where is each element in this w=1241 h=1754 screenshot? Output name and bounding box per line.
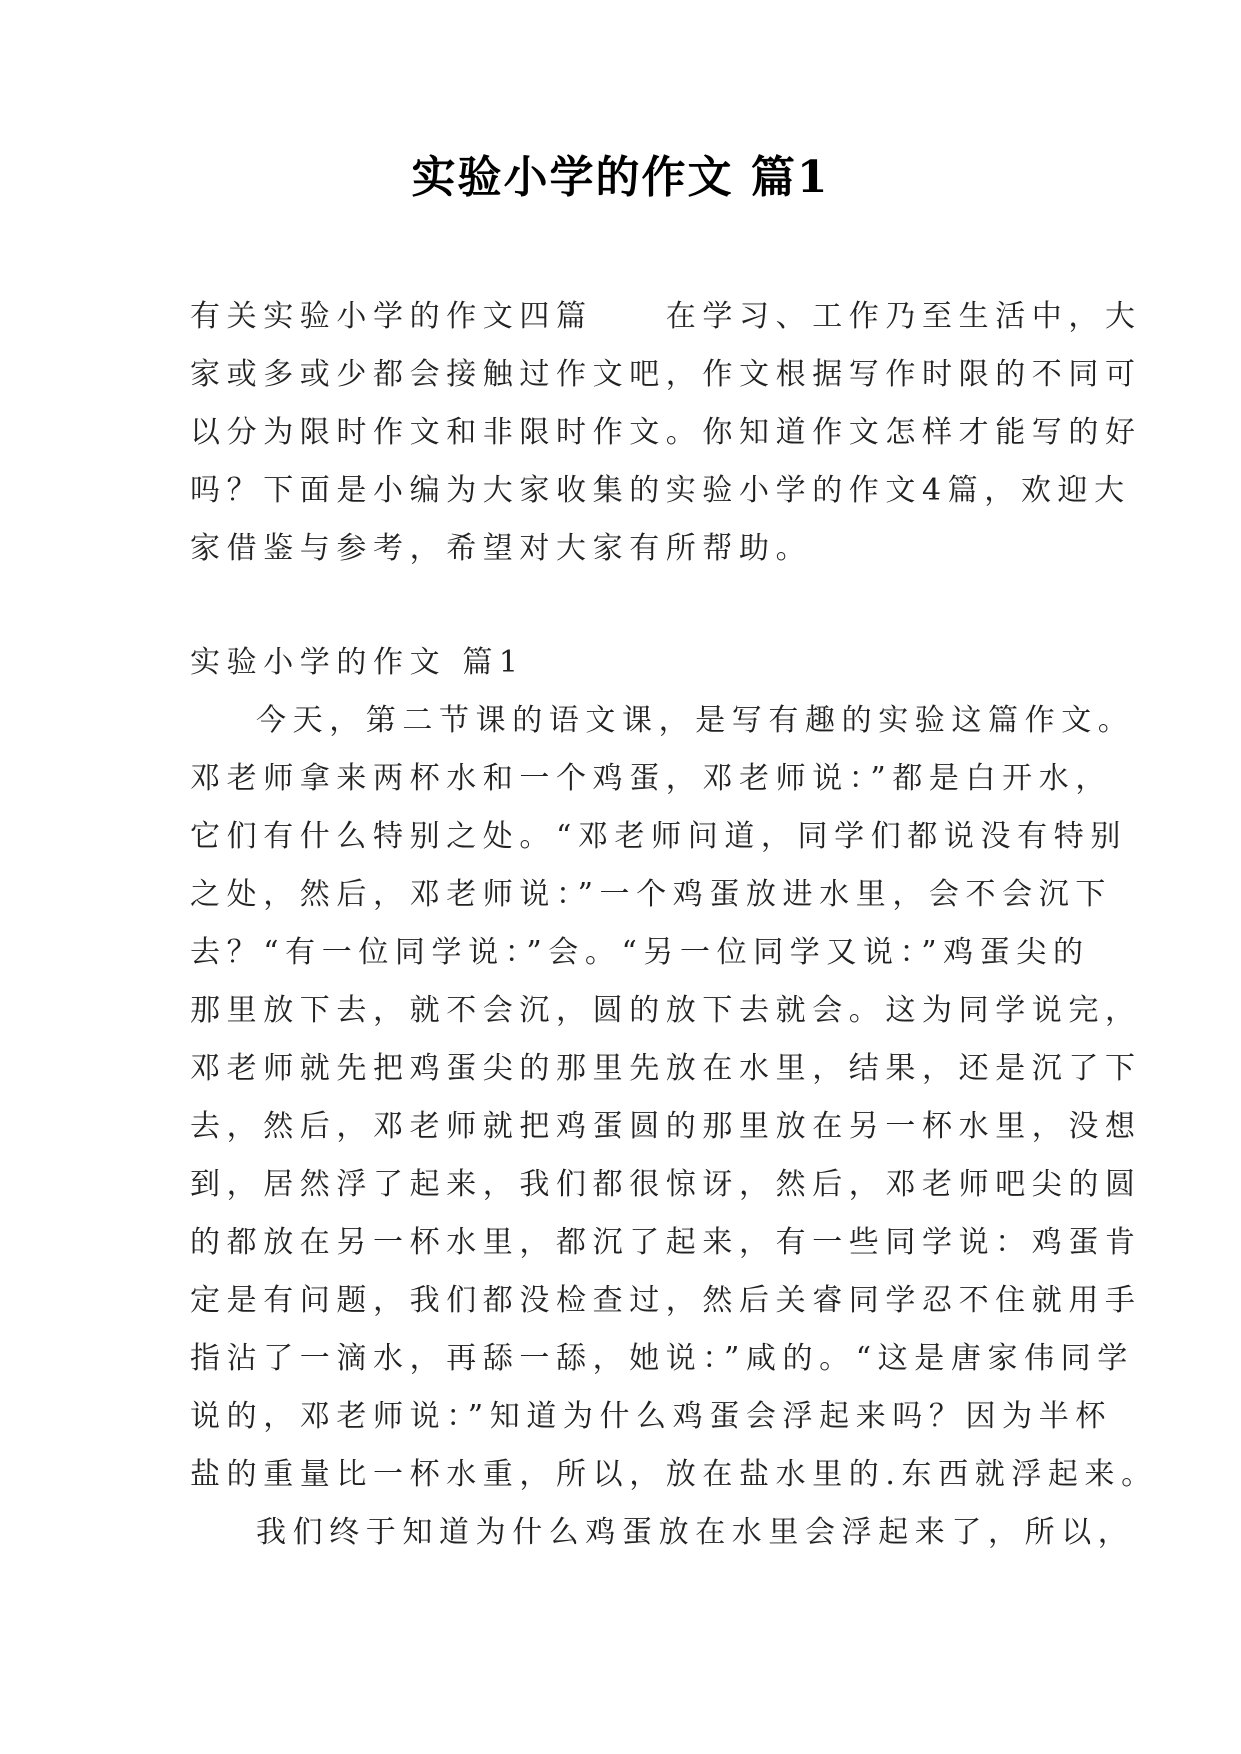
body-line: 定是有问题，我们都没检查过，然后关睿同学忍不住就用手 — [190, 1283, 1142, 1318]
body-line: 到，居然浮了起来，我们都很惊讶，然后，邓老师吧尖的圆 — [190, 1167, 1142, 1202]
body-line: 去，然后，邓老师就把鸡蛋圆的那里放在另一杯水里，没想 — [190, 1109, 1142, 1144]
body-line: 它们有什么特别之处。“邓老师问道，同学们都说没有特别 — [190, 819, 1127, 854]
body-line: 盐的重量比一杯水重，所以，放在盐水里的.东西就浮起来。 — [190, 1457, 1158, 1492]
section-heading-text: 实验小学的作文 篇1 — [190, 645, 525, 680]
page-title: 实验小学的作文 篇1 — [411, 152, 830, 203]
body-line: 说的，邓老师说：”知道为什么鸡蛋会浮起来吗？因为半杯 — [190, 1399, 1112, 1434]
intro-line: 有关实验小学的作文四篇 在学习、工作乃至生活中，大 — [190, 299, 1142, 334]
body-line: 邓老师拿来两杯水和一个鸡蛋，邓老师说：”都是白开水， — [190, 761, 1112, 796]
intro-line: 以分为限时作文和非限时作文。你知道作文怎样才能写的好 — [190, 415, 1142, 450]
body-line: 的都放在另一杯水里，都沉了起来，有一些同学说：鸡蛋肯 — [190, 1225, 1142, 1260]
intro-line: 吗？下面是小编为大家收集的实验小学的作文4篇，欢迎大 — [190, 473, 1131, 508]
body-line: 指沾了一滴水，再舔一舔，她说：”咸的。“这是唐家伟同学 — [190, 1341, 1134, 1376]
essay-body — [190, 692, 1158, 1562]
body-line: 去？“有一位同学说：”会。“另一位同学又说：”鸡蛋尖的 — [190, 935, 1090, 970]
intro-line: 家或多或少都会接触过作文吧，作文根据写作时限的不同可 — [190, 357, 1142, 392]
body-line: 那里放下去，就不会沉，圆的放下去就会。这为同学说完， — [190, 993, 1142, 1028]
section-heading — [190, 634, 1052, 692]
intro-paragraph — [190, 288, 1142, 578]
body-line: 今天，第二节课的语文课，是写有趣的实验这篇作文。 — [256, 703, 1135, 738]
body-line: 之处，然后，邓老师说：”一个鸡蛋放进水里，会不会沉下 — [190, 877, 1112, 912]
body-line: 我们终于知道为什么鸡蛋放在水里会浮起来了，所以， — [256, 1515, 1135, 1550]
body-line: 邓老师就先把鸡蛋尖的那里先放在水里，结果，还是沉了下 — [190, 1051, 1142, 1086]
intro-line: 家借鉴与参考，希望对大家有所帮助。 — [190, 531, 813, 566]
